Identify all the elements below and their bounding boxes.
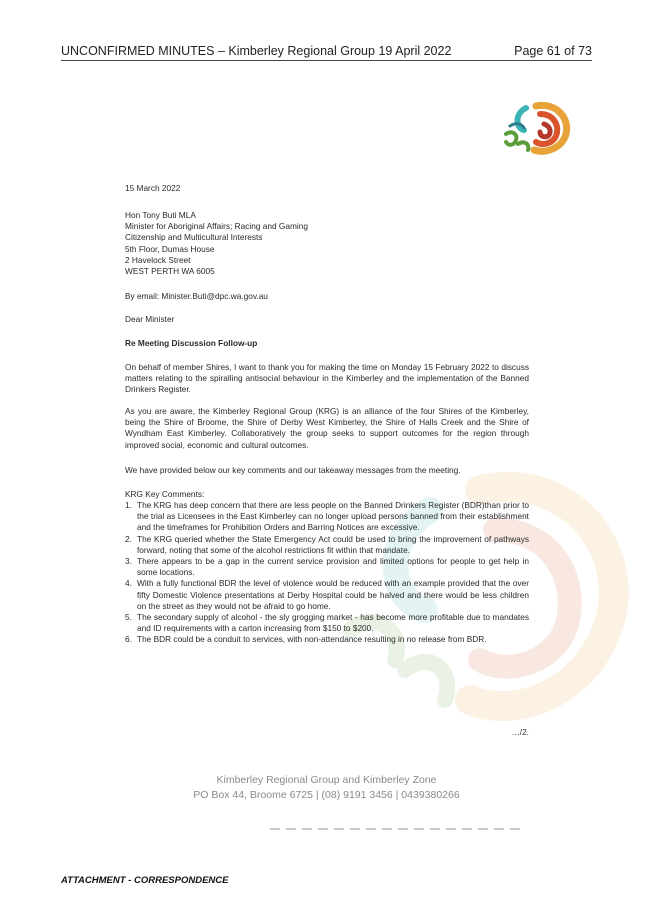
list-item: [125, 578, 529, 612]
list-number: 4.: [125, 578, 132, 589]
footer-organisation: Kimberley Regional Group and Kimberley Zone: [216, 774, 437, 786]
address-line: Minister for Aboriginal Affairs; Racing and Gaming: [125, 221, 308, 232]
attachment-label: ATTACHMENT - CORRESPONDENCE: [61, 875, 229, 886]
page-number: Page 61 of 73: [514, 44, 592, 58]
letterhead-footer: [0, 773, 653, 803]
list-item: [125, 612, 529, 634]
cut-off-footer-line: [270, 828, 520, 830]
list-text: The secondary supply of alcohol - the sly grogging market - has become more profitable due to mandates and ID requirements with a carton increasing from $150 to $200.: [137, 612, 529, 634]
paragraph: We have provided below our key comments and our takeaway messages from the meeting.: [125, 465, 461, 475]
email-line: By email: Minister.Buti@dpc.wa.gov.au: [125, 291, 268, 301]
salutation: Dear Minister: [125, 314, 175, 324]
address-line: Hon Tony Buti MLA: [125, 210, 196, 220]
address-line: WEST PERTH WA 6005: [125, 266, 215, 277]
address-line: Citizenship and Multicultural Interests: [125, 232, 263, 243]
recipient-address: [125, 210, 529, 277]
list-text: There appears to be a gap in the current service provision and limited options for people to get help in some locations.: [137, 556, 529, 578]
address-line: 5th Floor, Dumas House: [125, 243, 215, 254]
list-text: The KRG queried whether the State Emergency Act could be used to bring the improvement of pathways forward, noting that some of the alcohol restrictions fit within that mandate.: [137, 533, 529, 555]
list-item: [125, 556, 529, 578]
address-line: 2 Havelock Street: [125, 254, 191, 265]
subject-line: Re Meeting Discussion Follow-up: [125, 338, 258, 348]
list-number: 3.: [125, 556, 132, 567]
page-header: [61, 44, 592, 61]
list-text: The KRG has deep concern that there are less people on the Banned Drinkers Register (BDR)than prior to the trial as Licensees in the East Kimberley can no longer upload persons banned from their establishment and the timeframes for Prohibition Orders and Barring Notices are excessive.: [137, 500, 529, 533]
paragraph: As you are aware, the Kimberley Regional Group (KRG) is an alliance of the four Shires of the Kimberley, being the Shire of Broome, the Shire of Derby West Kimberley, the Shire of Halls Creek and the Shire of Wyndham East Kimberley. Collaboratively the group seeks to support outcomes for the region through improved social, economic and cultural outcomes.: [125, 406, 529, 450]
list-text: With a fully functional BDR the level of violence would be reduced with an example provided that the over fifty Domestic Violence presentations at Derby Hospital could be halved and there would be less children on the street as they would not be afraid to go home.: [137, 578, 529, 611]
list-item: [125, 534, 529, 556]
paragraph: On behalf of member Shires, I want to thank you for making the time on Monday 15 February 2022 to discuss matters relating to the spiralling antisocial behaviour in the Kimberley and the implementation of the Banned Drinkers Register.: [125, 362, 529, 395]
list-text: The BDR could be a conduit to services, with non-attendance resulting in no release from BDR.: [137, 634, 487, 645]
letter-date: 15 March 2022: [125, 183, 181, 193]
list-number: 1.: [125, 500, 132, 510]
continued-marker: …/2.: [511, 727, 529, 737]
list-item: [125, 500, 529, 534]
footer-contact: PO Box 44, Broome 6725 | (08) 9191 3456 | 0439380266: [193, 789, 460, 801]
kimberley-logo: [500, 100, 572, 158]
list-number: 6.: [125, 634, 132, 645]
comments-heading: KRG Key Comments:: [125, 489, 205, 499]
comments-list: [125, 500, 529, 646]
document-title: UNCONFIRMED MINUTES – Kimberley Regional Group 19 April 2022: [61, 44, 452, 58]
list-item: [125, 634, 529, 645]
list-number: 2.: [125, 533, 132, 544]
list-number: 5.: [125, 612, 132, 623]
